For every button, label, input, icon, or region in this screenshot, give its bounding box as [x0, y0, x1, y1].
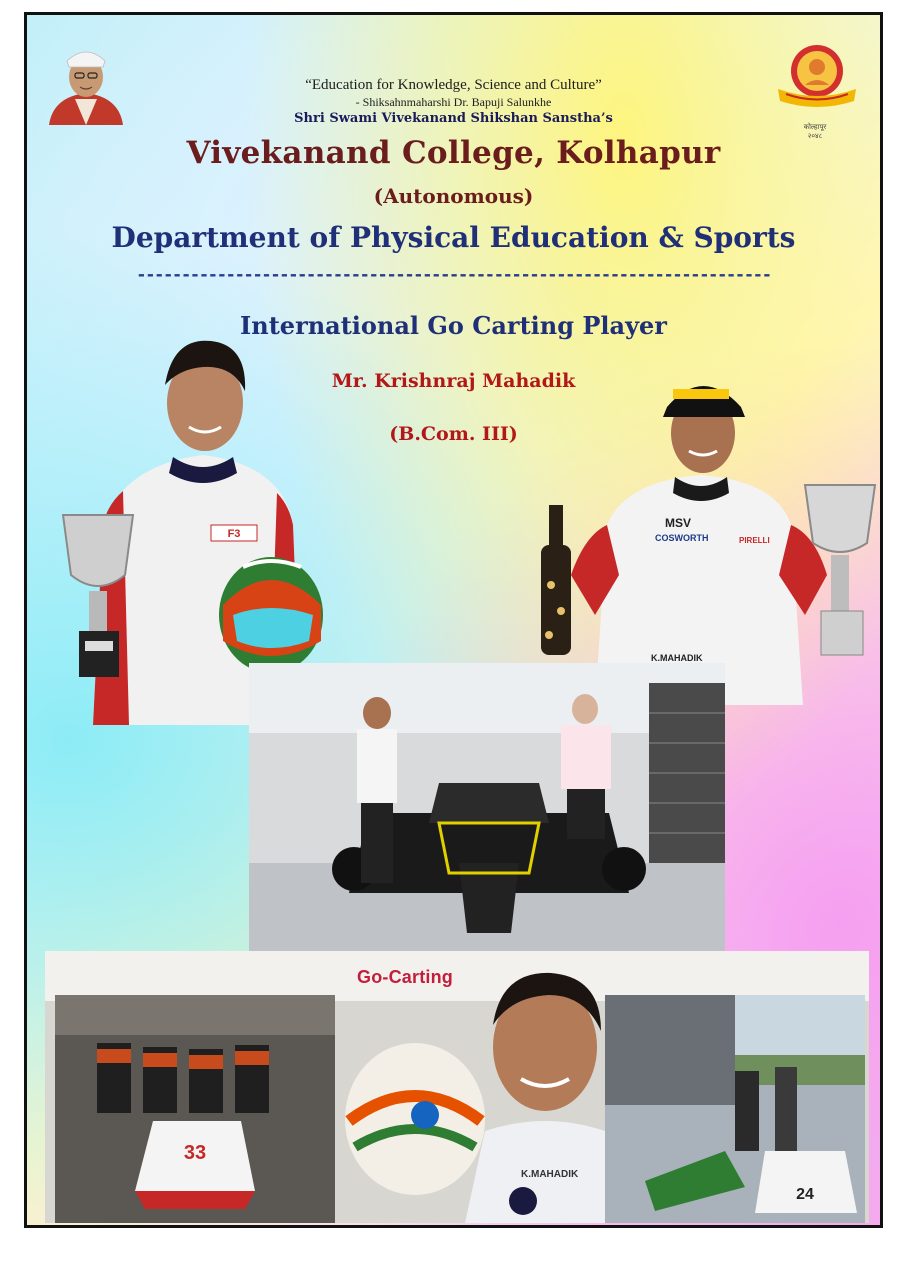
college-title: Vivekanand College, Kolhapur [186, 135, 721, 171]
sponsor-pirelli: PIRELLI [739, 536, 770, 545]
player-course: (B.Com. III) [389, 423, 518, 445]
suit-series-badge: F3 [227, 528, 241, 540]
autonomous-label: (Autonomous) [373, 184, 534, 208]
photo-garage-race-car [249, 663, 725, 953]
photo-go-carting-collage [45, 951, 869, 1223]
emblem-caption: कोल्हापूर २०४८ [803, 123, 827, 140]
photo-driver-trophy-right [515, 355, 883, 705]
motto-quote: “Education for Knowledge, Science and Culture” [305, 77, 602, 93]
car-number-right: 24 [796, 1186, 814, 1203]
poster [24, 12, 883, 1228]
feature-headline: International Go Carting Player [240, 311, 667, 340]
suit-name-right: K.MAHADIK [651, 653, 703, 663]
department-title: Department of Physical Education & Sports [111, 221, 796, 254]
motto-author: - Shiksahnmaharshi Dr. Bapuji Salunkhe [355, 95, 552, 109]
sponsor-msv: MSV [665, 516, 692, 530]
sanstha-name: Shri Swami Vivekanand Shikshan Sanstha’s [294, 111, 613, 126]
player-name: Mr. Krishnraj Mahadik [331, 370, 576, 392]
go-carting-label: Go-Carting [357, 967, 453, 987]
car-number-left: 33 [183, 1142, 207, 1164]
dashed-divider: ----------------------------------------------------------------------- [136, 265, 771, 285]
suit-name-bottom: K.MAHADIK [521, 1169, 579, 1180]
sponsor-cosworth: COSWORTH [655, 533, 709, 543]
